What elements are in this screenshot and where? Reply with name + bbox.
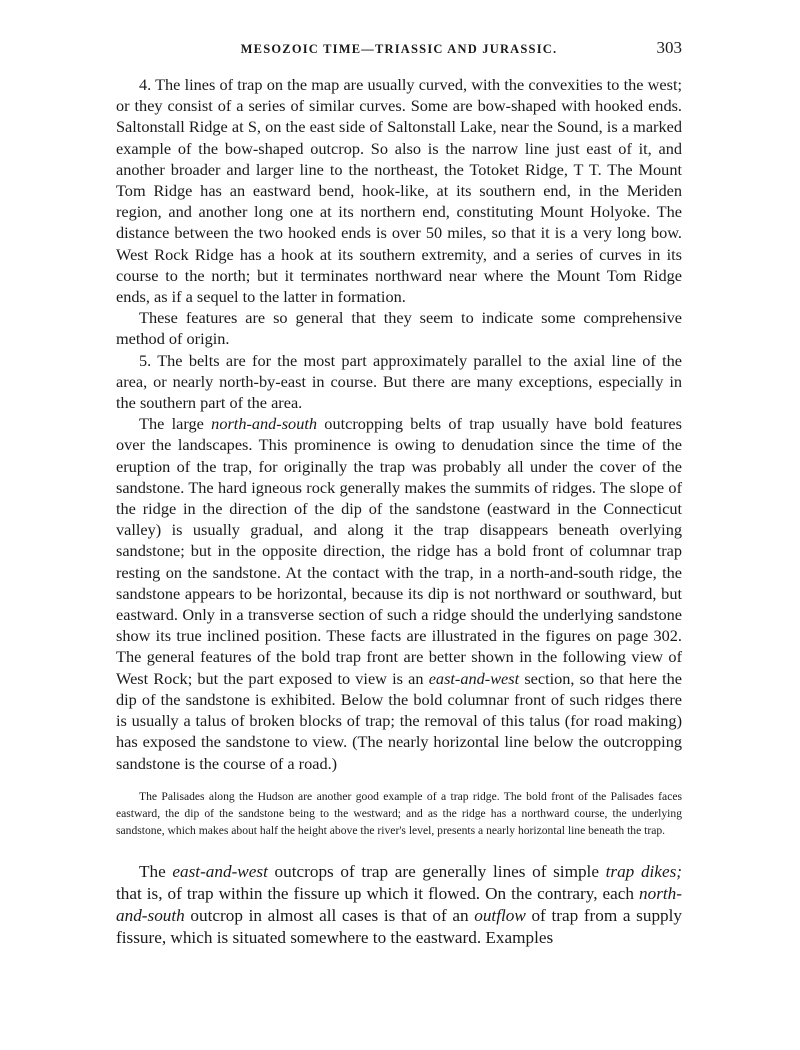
text-run: 5. The belts are for the most part approximately parallel to the axial line of the area, or nearly north-by-east in course. But there are many exceptions, especially in the southern part of the area.: [116, 350, 682, 413]
text-run: 4. The lines of trap on the map are usually curved, with the convexities to the west; or they consist of a series of similar curves. Some are bow-shaped with hooked ends. Saltonstall Ridge at S, on the east side of Saltonstall Lake, near the Sound, is a marked example of the bow-shaped outcrop. So also is the narrow line just east of it, and another broader and larger line to the northeast, the Totoket Ridge, T T. The Mount Tom Ridge has an eastward bend, hook-like, at its southern end, in the Meriden region, and another long one at its northern end, constituting Mount Holyoke. The distance between the two hooked ends is over 50 miles, so that it is a very long bow. West Rock Ridge has a hook at its southern extremity, and a series of curves in its course to the north; but it terminates northward near where the Mount Tom Ridge ends, as if a sequel to the latter in formation.: [116, 75, 682, 307]
body-text: [116, 74, 682, 774]
text-run: of trap from a supply fissure, which is situated somewhere to the eastward. Examples: [116, 905, 683, 947]
paragraph-4-trap-curves: [116, 74, 682, 307]
text-run: outcrops of trap are generally lines of simple: [267, 861, 606, 881]
paragraph-north-south-outcrops: [116, 413, 682, 773]
text-run: outcrop in almost all cases is that of an: [184, 905, 475, 925]
text-run: These features are so general that they seem to indicate some comprehensive method of origin.: [116, 308, 682, 349]
italic-term: trap dikes;: [605, 861, 682, 881]
book-page: [116, 38, 682, 949]
italic-term: north-and-south: [116, 883, 682, 925]
italic-term: north-and-south: [211, 414, 317, 434]
closing-text: [116, 861, 682, 949]
text-run: that is, of trap within the fissure up which it flowed. On the contrary, each: [116, 883, 640, 903]
running-head-title: MESOZOIC TIME—TRIASSIC AND JURASSIC.: [240, 42, 558, 56]
paragraph-east-west-outcrops: [116, 861, 682, 949]
page-number: 303: [656, 38, 682, 57]
text-run: The large: [139, 414, 212, 434]
palisades-note: [116, 788, 682, 839]
italic-term: east-and-west: [428, 668, 520, 688]
palisades-note-text: The Palisades along the Hudson are another good example of a trap ridge. The bold front of the Palisades faces eastward, the dip of the sandstone being to the westward; and as the ridge has a northward course, the underlying sandstone, which makes about half the height above the river's level, presents a nearly horizontal line beneath the trap.: [116, 789, 682, 837]
text-run: The: [139, 861, 173, 881]
text-run: outcropping belts of trap usually have bold features over the landscapes. This prominence is owing to denudation since the time of the eruption of the trap, for originally the trap was probably all under the cover of the sandstone. The hard igneous rock generally makes the summits of ridges. The slope of the ridge in the direction of the dip of the sandstone (eastward in the Connecticut valley) is usually gradual, and along it the trap disappears beneath overlying sandstone; but in the opposite direction, the ridge has a bold front of columnar trap resting on the sandstone. At the contact with the trap, in a north-and-south ridge, the sandstone appears to be horizontal, because its dip is not northward or southward, but eastward. Only in a transverse section of such a ridge should the underlying sandstone show its true inclined position. These facts are illustrated in the figures on page 302. The general features of the bold trap front are better shown in the following view of West Rock; but the part exposed to view is an: [116, 414, 682, 688]
paragraph-comprehensive-origin: [116, 307, 682, 349]
running-head: [116, 38, 682, 64]
italic-term: outflow: [474, 905, 526, 925]
text-run: section, so that here the dip of the sandstone is exhibited. Below the bold columnar front of such ridges there is usually a talus of broken blocks of trap; the removal of this talus (for road making) has exposed the sandstone to view. (The nearly horizontal line below the outcropping sandstone is the course of a road.): [116, 668, 683, 773]
paragraph-5-belts-parallel: [116, 350, 682, 414]
italic-term: east-and-west: [172, 861, 268, 881]
